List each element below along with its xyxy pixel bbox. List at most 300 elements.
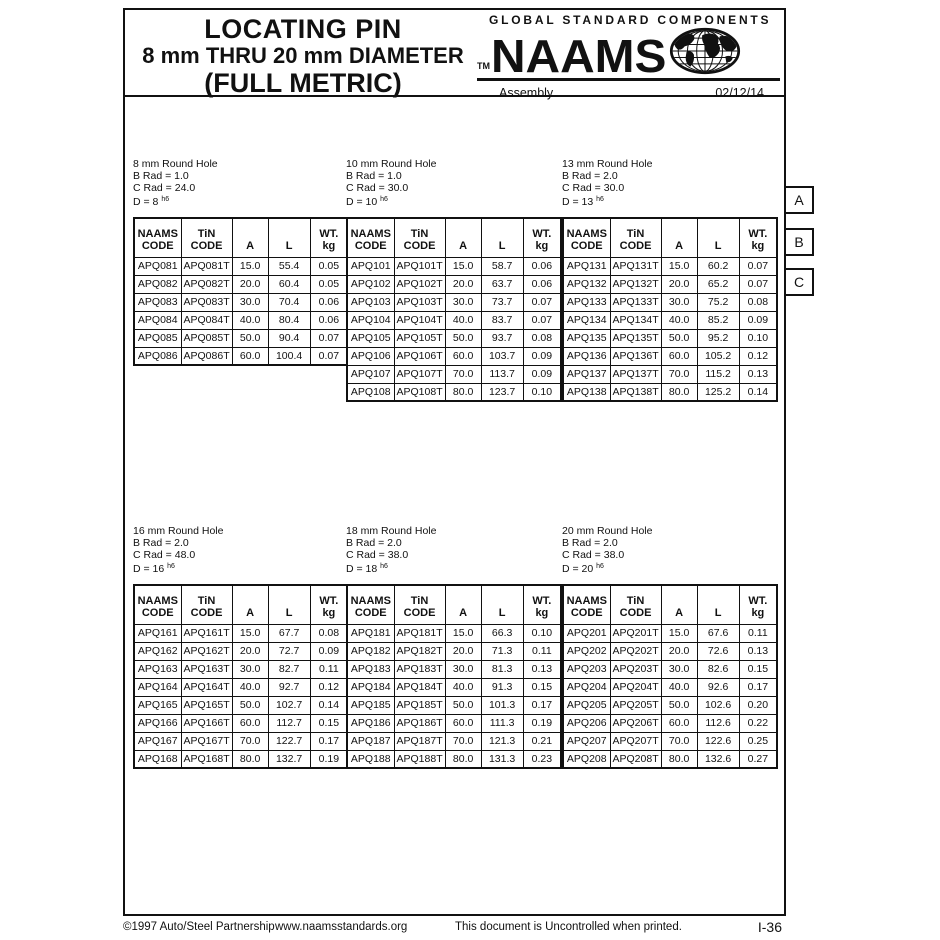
table-cell: 30.0	[445, 293, 481, 311]
column-header: TiN CODE	[394, 585, 445, 624]
table-cell: 75.2	[697, 293, 739, 311]
column-header: L	[481, 585, 523, 624]
table-cell: 0.13	[739, 642, 777, 660]
department-label: Assembly	[499, 86, 554, 100]
table-cell: 67.7	[268, 624, 310, 642]
column-header: TiN CODE	[394, 218, 445, 257]
table-cell: 70.0	[661, 365, 697, 383]
table-row	[563, 732, 777, 750]
table-cell: 40.0	[445, 678, 481, 696]
section-d	[562, 194, 778, 208]
table-cell: 0.17	[523, 696, 561, 714]
section-title: 18 mm Round Hole	[346, 525, 437, 537]
table-row	[563, 293, 777, 311]
table-row	[347, 329, 561, 347]
column-header: WT. kg	[310, 585, 348, 624]
column-header: A	[661, 585, 697, 624]
table-cell: 0.13	[739, 365, 777, 383]
table-section-18mm	[346, 525, 562, 769]
column-header: NAAMS CODE	[134, 585, 181, 624]
revision-date: 02/12/14	[715, 86, 764, 100]
table-cell: APQ104	[347, 311, 394, 329]
table-cell: 30.0	[661, 660, 697, 678]
table-cell: 102.6	[697, 696, 739, 714]
column-header: NAAMS CODE	[347, 218, 394, 257]
table-cell: APQ188	[347, 750, 394, 768]
table-cell: APQ108	[347, 383, 394, 401]
table-row	[563, 696, 777, 714]
column-header: WT. kg	[523, 585, 561, 624]
table-cell: 70.4	[268, 293, 310, 311]
table-cell: APQ205	[563, 696, 610, 714]
table-cell: APQ186T	[394, 714, 445, 732]
table-cell: 91.3	[481, 678, 523, 696]
table-cell: 63.7	[481, 275, 523, 293]
table-cell: APQ138	[563, 383, 610, 401]
table-cell: APQ102	[347, 275, 394, 293]
section-b-rad: B Rad = 1.0	[346, 170, 402, 182]
table-cell: 0.07	[523, 311, 561, 329]
column-header: L	[268, 218, 310, 257]
globe-icon	[668, 27, 742, 75]
table-cell: APQ104T	[394, 311, 445, 329]
section-d	[562, 561, 778, 575]
table-cell: 80.4	[268, 311, 310, 329]
table-cell: 30.0	[445, 660, 481, 678]
section-heading	[346, 525, 562, 575]
table-cell: 0.17	[310, 732, 348, 750]
table-cell: APQ185	[347, 696, 394, 714]
table-row	[563, 750, 777, 768]
d-value: D = 8	[133, 196, 159, 208]
table-cell: 82.7	[268, 660, 310, 678]
table-cell: APQ206T	[610, 714, 661, 732]
table-cell: 60.0	[232, 714, 268, 732]
table-cell: APQ084T	[181, 311, 232, 329]
column-header: WT. kg	[739, 218, 777, 257]
table-cell: APQ131	[563, 257, 610, 275]
table-row	[563, 678, 777, 696]
table-cell: APQ161T	[181, 624, 232, 642]
d-value: D = 10	[346, 196, 378, 208]
table-cell: APQ132T	[610, 275, 661, 293]
table-cell: 93.7	[481, 329, 523, 347]
table-cell: APQ135	[563, 329, 610, 347]
view-ref-box-c	[784, 268, 814, 296]
header-row	[563, 218, 777, 257]
table-cell: APQ202T	[610, 642, 661, 660]
table-row	[134, 696, 348, 714]
table-cell: 123.7	[481, 383, 523, 401]
table-cell: 0.17	[739, 678, 777, 696]
table-cell: APQ184T	[394, 678, 445, 696]
section-c-rad: C Rad = 30.0	[346, 182, 409, 194]
table-cell: 40.0	[445, 311, 481, 329]
table-cell: APQ168	[134, 750, 181, 768]
d-tolerance: h6	[596, 563, 604, 570]
table-cell: APQ204	[563, 678, 610, 696]
table-cell: APQ185T	[394, 696, 445, 714]
table-cell: 72.7	[268, 642, 310, 660]
table-cell: 72.6	[697, 642, 739, 660]
header-row	[563, 585, 777, 624]
table-row	[134, 750, 348, 768]
table-cell: APQ107T	[394, 365, 445, 383]
column-header: NAAMS CODE	[563, 585, 610, 624]
table-cell: APQ207	[563, 732, 610, 750]
table-cell: 0.05	[310, 275, 348, 293]
table-cell: 113.7	[481, 365, 523, 383]
table-cell: APQ168T	[181, 750, 232, 768]
document-frame	[123, 8, 786, 916]
table-row	[347, 678, 561, 696]
table-cell: APQ084	[134, 311, 181, 329]
table-cell: APQ188T	[394, 750, 445, 768]
table-row	[347, 624, 561, 642]
table-cell: APQ204T	[610, 678, 661, 696]
table-cell: APQ085T	[181, 329, 232, 347]
table-cell: APQ105	[347, 329, 394, 347]
table-cell: 70.0	[445, 365, 481, 383]
column-header: TiN CODE	[181, 585, 232, 624]
page-subtitle-2: (FULL METRIC)	[204, 68, 402, 98]
table-cell: APQ207T	[610, 732, 661, 750]
table-cell: APQ134T	[610, 311, 661, 329]
table-cell: 0.09	[523, 347, 561, 365]
table-cell: 0.27	[739, 750, 777, 768]
website-url: www.naamsstandards.org	[275, 921, 408, 933]
page-footer	[123, 919, 786, 939]
table-cell: APQ083T	[181, 293, 232, 311]
section-b-rad: B Rad = 1.0	[133, 170, 189, 182]
table-cell: 0.15	[739, 660, 777, 678]
table-cell: 20.0	[445, 275, 481, 293]
table-cell: 81.3	[481, 660, 523, 678]
section-heading	[562, 525, 778, 575]
table-cell: APQ133T	[610, 293, 661, 311]
table-cell: APQ203T	[610, 660, 661, 678]
table-cell: 50.0	[445, 329, 481, 347]
table-row	[563, 275, 777, 293]
table-section-20mm	[562, 525, 778, 769]
column-header: WT. kg	[523, 218, 561, 257]
table-cell: APQ106T	[394, 347, 445, 365]
table-cell: 95.2	[697, 329, 739, 347]
view-ref-label: C	[793, 274, 805, 290]
table-cell: 0.11	[739, 624, 777, 642]
spec-table-16mm	[133, 584, 349, 769]
table-row	[347, 750, 561, 768]
table-cell: APQ085	[134, 329, 181, 347]
table-row	[134, 311, 348, 329]
table-cell: 30.0	[232, 660, 268, 678]
section-title: 8 mm Round Hole	[133, 158, 218, 170]
table-cell: 105.2	[697, 347, 739, 365]
d-value: D = 20	[562, 563, 594, 575]
table-cell: 0.07	[739, 275, 777, 293]
table-cell: 40.0	[661, 678, 697, 696]
table-cell: 15.0	[661, 257, 697, 275]
table-cell: APQ135T	[610, 329, 661, 347]
table-cell: APQ183T	[394, 660, 445, 678]
brand-tagline: GLOBAL STANDARD COMPONENTS	[489, 13, 772, 27]
header-row	[134, 218, 348, 257]
table-cell: 80.0	[232, 750, 268, 768]
view-ref-box-b	[784, 228, 814, 256]
section-c-rad: C Rad = 24.0	[133, 182, 196, 194]
trademark-label: TM	[477, 61, 490, 71]
spec-table-18mm	[346, 584, 562, 769]
table-row	[563, 624, 777, 642]
table-cell: APQ201	[563, 624, 610, 642]
table-cell: 60.0	[661, 714, 697, 732]
column-header: A	[445, 585, 481, 624]
table-cell: APQ206	[563, 714, 610, 732]
table-cell: 40.0	[661, 311, 697, 329]
table-cell: 0.09	[739, 311, 777, 329]
d-tolerance: h6	[380, 196, 388, 203]
table-cell: 0.08	[310, 624, 348, 642]
table-row	[347, 347, 561, 365]
table-row	[347, 642, 561, 660]
naams-logo-block	[477, 13, 780, 100]
table-row	[347, 365, 561, 383]
section-c-rad: C Rad = 38.0	[562, 549, 625, 561]
table-cell: 0.14	[310, 696, 348, 714]
table-cell: APQ136T	[610, 347, 661, 365]
table-cell: 80.0	[661, 750, 697, 768]
table-row	[563, 329, 777, 347]
table-row	[134, 660, 348, 678]
table-cell: APQ137T	[610, 365, 661, 383]
table-cell: APQ131T	[610, 257, 661, 275]
table-row	[563, 365, 777, 383]
table-cell: 92.7	[268, 678, 310, 696]
table-cell: 50.0	[232, 696, 268, 714]
section-b-rad: B Rad = 2.0	[562, 170, 618, 182]
table-cell: 60.4	[268, 275, 310, 293]
table-cell: 73.7	[481, 293, 523, 311]
table-cell: 30.0	[661, 293, 697, 311]
header-row	[347, 585, 561, 624]
table-cell: APQ187T	[394, 732, 445, 750]
table-cell: 0.25	[739, 732, 777, 750]
table-cell: 40.0	[232, 678, 268, 696]
table-row	[134, 347, 348, 365]
section-c-rad: C Rad = 48.0	[133, 549, 196, 561]
table-cell: 112.6	[697, 714, 739, 732]
table-cell: 15.0	[445, 624, 481, 642]
table-cell: 15.0	[232, 624, 268, 642]
column-header: TiN CODE	[610, 585, 661, 624]
table-cell: 122.6	[697, 732, 739, 750]
section-c-rad: C Rad = 38.0	[346, 549, 409, 561]
section-heading	[346, 158, 562, 208]
table-cell: 0.15	[523, 678, 561, 696]
table-row	[134, 329, 348, 347]
table-cell: 0.08	[739, 293, 777, 311]
table-cell: 85.2	[697, 311, 739, 329]
table-cell: APQ106	[347, 347, 394, 365]
d-tolerance: h6	[596, 196, 604, 203]
table-cell: APQ083	[134, 293, 181, 311]
table-cell: APQ166	[134, 714, 181, 732]
table-cell: APQ208T	[610, 750, 661, 768]
table-cell: APQ101T	[394, 257, 445, 275]
table-cell: 132.7	[268, 750, 310, 768]
table-row	[347, 714, 561, 732]
table-row	[563, 642, 777, 660]
title-block	[127, 15, 479, 97]
table-cell: 80.0	[445, 383, 481, 401]
table-row	[347, 660, 561, 678]
table-cell: APQ186	[347, 714, 394, 732]
table-cell: APQ167T	[181, 732, 232, 750]
table-cell: APQ163T	[181, 660, 232, 678]
table-cell: APQ184	[347, 678, 394, 696]
table-cell: APQ134	[563, 311, 610, 329]
table-cell: APQ164T	[181, 678, 232, 696]
table-cell: 20.0	[661, 642, 697, 660]
brand-row	[477, 27, 780, 81]
section-d	[346, 194, 562, 208]
table-cell: APQ138T	[610, 383, 661, 401]
table-row	[563, 311, 777, 329]
section-b-rad: B Rad = 2.0	[133, 537, 189, 549]
table-cell: 60.0	[445, 347, 481, 365]
table-cell: APQ137	[563, 365, 610, 383]
table-cell: 115.2	[697, 365, 739, 383]
table-cell: 82.6	[697, 660, 739, 678]
table-section-16mm	[133, 525, 349, 769]
table-cell: 71.3	[481, 642, 523, 660]
section-title: 10 mm Round Hole	[346, 158, 437, 170]
table-cell: 0.21	[523, 732, 561, 750]
document-header	[125, 10, 784, 100]
section-title: 16 mm Round Hole	[133, 525, 224, 537]
table-cell: APQ103	[347, 293, 394, 311]
table-row	[563, 257, 777, 275]
table-row	[134, 257, 348, 275]
table-cell: APQ183	[347, 660, 394, 678]
table-cell: APQ162T	[181, 642, 232, 660]
table-cell: 60.0	[232, 347, 268, 365]
table-cell: 0.12	[739, 347, 777, 365]
table-cell: APQ133	[563, 293, 610, 311]
table-cell: 0.10	[739, 329, 777, 347]
table-row	[347, 732, 561, 750]
section-title: 20 mm Round Hole	[562, 525, 653, 537]
table-cell: 0.15	[310, 714, 348, 732]
table-cell: APQ102T	[394, 275, 445, 293]
table-row	[563, 347, 777, 365]
table-row	[347, 383, 561, 401]
table-cell: APQ181T	[394, 624, 445, 642]
table-cell: APQ201T	[610, 624, 661, 642]
table-row	[134, 275, 348, 293]
header-row	[347, 218, 561, 257]
table-cell: 102.7	[268, 696, 310, 714]
table-section-13mm	[562, 158, 778, 402]
page-number: I-36	[757, 919, 782, 935]
table-row	[347, 293, 561, 311]
table-row	[563, 660, 777, 678]
table-cell: 0.10	[523, 624, 561, 642]
table-cell: 50.0	[661, 696, 697, 714]
table-cell: 15.0	[232, 257, 268, 275]
table-cell: 0.22	[739, 714, 777, 732]
brand-name: NAAMS	[491, 30, 667, 82]
section-c-rad: C Rad = 30.0	[562, 182, 625, 194]
table-cell: APQ162	[134, 642, 181, 660]
table-cell: 0.11	[310, 660, 348, 678]
table-row	[134, 732, 348, 750]
assembly-row	[477, 81, 780, 100]
section-title: 13 mm Round Hole	[562, 158, 653, 170]
section-heading	[562, 158, 778, 208]
table-row	[134, 293, 348, 311]
spec-table-8mm	[133, 217, 349, 366]
column-header: NAAMS CODE	[347, 585, 394, 624]
table-cell: APQ205T	[610, 696, 661, 714]
table-cell: APQ166T	[181, 714, 232, 732]
table-row	[134, 678, 348, 696]
table-cell: 70.0	[232, 732, 268, 750]
table-cell: APQ161	[134, 624, 181, 642]
d-tolerance: h6	[167, 563, 175, 570]
table-cell: 0.09	[310, 642, 348, 660]
view-ref-box-a	[784, 186, 814, 214]
table-cell: 20.0	[661, 275, 697, 293]
table-cell: 0.06	[523, 257, 561, 275]
table-cell: 125.2	[697, 383, 739, 401]
d-value: D = 18	[346, 563, 378, 575]
spec-table-20mm	[562, 584, 778, 769]
table-cell: 67.6	[697, 624, 739, 642]
header-row	[134, 585, 348, 624]
table-cell: 60.0	[661, 347, 697, 365]
table-cell: 0.23	[523, 750, 561, 768]
table-cell: 0.07	[310, 347, 348, 365]
copyright-text: ©1997 Auto/Steel Partnership	[123, 921, 275, 933]
table-cell: 0.07	[310, 329, 348, 347]
table-cell: 20.0	[445, 642, 481, 660]
column-header: TiN CODE	[610, 218, 661, 257]
column-header: L	[268, 585, 310, 624]
table-cell: APQ181	[347, 624, 394, 642]
table-cell: 0.14	[739, 383, 777, 401]
table-cell: 66.3	[481, 624, 523, 642]
section-b-rad: B Rad = 2.0	[562, 537, 618, 549]
table-cell: APQ081T	[181, 257, 232, 275]
table-cell: 83.7	[481, 311, 523, 329]
table-cell: 0.12	[310, 678, 348, 696]
table-cell: 60.2	[697, 257, 739, 275]
view-ref-label: A	[794, 192, 804, 208]
table-cell: APQ086T	[181, 347, 232, 365]
table-cell: APQ182	[347, 642, 394, 660]
table-cell: APQ082T	[181, 275, 232, 293]
table-section-8mm	[133, 158, 349, 366]
column-header: L	[697, 585, 739, 624]
table-cell: 112.7	[268, 714, 310, 732]
table-cell: APQ167	[134, 732, 181, 750]
spec-table-13mm	[562, 217, 778, 402]
table-cell: APQ082	[134, 275, 181, 293]
table-cell: 80.0	[445, 750, 481, 768]
table-cell: 20.0	[232, 642, 268, 660]
column-header: A	[232, 218, 268, 257]
